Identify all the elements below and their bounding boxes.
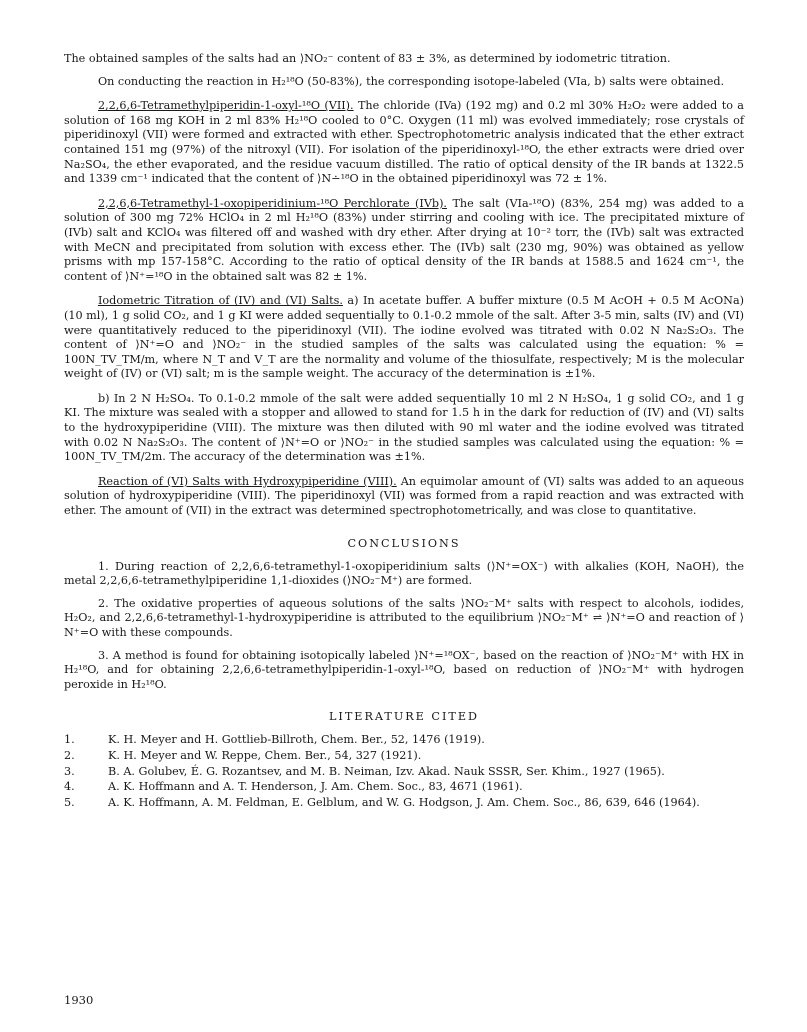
reference-text: B. A. Golubev, É. G. Rozantsev, and M. B. Neiman, Izv. Akad. Nauk SSSR, Ser. Khim., 1927 (1965). [108,764,665,778]
reference-number: 4. [64,780,75,794]
section-heading: Reaction of (VI) Salts with Hydroxypiperidine (VIII). [98,474,397,488]
paragraph [64,294,744,382]
paragraph [64,75,744,90]
page-body [64,52,744,811]
paragraph [64,392,744,465]
reference-number: 3. [64,764,75,778]
reference-item [64,733,744,748]
paragraph [64,99,744,187]
reference-list [64,733,744,810]
reference-number: 5. [64,795,75,809]
section-heading: Iodometric Titration of (IV) and (VI) Salts. [98,294,343,308]
paragraph [64,475,744,519]
paragraph-text: An equimolar amount of (VI) salts was added to an aqueous solution of hydroxypiperidine (VIII). The piperidinoxyl (VII) was formed from a rapid reaction and was extracted with ether. The amount of (VII) in the extract was determined spectrophotometrically, and was close to quantitative. [64,474,744,518]
paragraph-text: b) In 2 N H₂SO₄. To 0.1-0.2 mmole of the salt were added sequentially 10 ml 2 N H₂SO₄, 1 g solid CO₂, and 1 g KI. The mixture was sealed with a stopper and allowed to stand for 1.5 h in the dark for reduction of (IV) and (VI) salts to the hydroxypiperidine (VIII). The mixture was then diluted with 90 ml water and the iodine evolved was titrated with 0.02 N Na₂S₂O₃. The content of ⟩N⁺=O or ⟩NO₂⁻ in the studied samples was calculated using the equation: % = 100N_TV_TM/2m. The accuracy of the determination was ±1%. [64,391,744,464]
paragraph-text: The chloride (IVa) (192 mg) and 0.2 ml 30% H₂O₂ were added to a solution of 168 mg KOH in 2 ml 83% H₂¹⁸O cooled to 0°C. Oxygen (11 ml) was evolved immediately; rose crystals of piperidinoxyl (VII) were formed and extracted with ether. Spectrophotometric analysis indicated that the ether extract contained 151 mg (97%) of the nitroxyl (VII). For isolation of the piperidinoxyl-¹⁸O, the ether extracts were dried over Na₂SO₄, the ether evaporated, and the residue vacuum distilled. The ratio of optical density of the IR bands at 1322.5 and 1339 cm⁻¹ indicated that the content of ⟩N∸¹⁸O in the obtained piperidinoxyl was 72 ± 1%. [64,99,744,186]
paragraph-text: The obtained samples of the salts had an ⟩NO₂⁻ content of 83 ± 3%, as determined by iodometric titration. [64,52,671,65]
reference-text: K. H. Meyer and H. Gottlieb-Billroth, Chem. Ber., 52, 1476 (1919). [108,733,485,747]
conclusion-item: 1. During reaction of 2,2,6,6-tetramethyl-1-oxopiperidinium salts (⟩N⁺=OX⁻) with alkalies (KOH, NaOH), the metal 2,2,6,6-tetramethylpiperidine 1,1-dioxides (⟩NO₂⁻M⁺) are formed. [64,559,744,588]
reference-item [64,796,744,811]
conclusions-list [64,560,744,693]
reference-item [64,749,744,764]
section-heading: 2,2,6,6-Tetramethylpiperidin-1-oxyl-¹⁸O (VII). [98,99,354,113]
literature-heading: LITERATURE CITED [329,710,479,724]
conclusion-item: 2. The oxidative properties of aqueous solutions of the salts ⟩NO₂⁻M⁺ salts with respect to alcohols, iodides, H₂O₂, and 2,2,6,6-tetramethyl-1-hydroxypiperidine is attributed to the equilibrium ⟩NO₂⁻M⁺ ⇌ ⟩N⁺=O and reaction of ⟩N⁺=O with these compounds. [64,596,744,639]
reference-text: K. H. Meyer and W. Reppe, Chem. Ber., 54, 327 (1921). [108,748,422,762]
page-number: 1930 [64,993,94,1007]
reference-number: 2. [64,748,75,762]
section-heading: 2,2,6,6-Tetramethyl-1-oxopiperidinium-¹⁸O Perchlorate (IVb). [98,196,447,210]
paragraph [64,52,744,67]
paragraph-text: The salt (VIa-¹⁸O) (83%, 254 mg) was added to a solution of 300 mg 72% HClO₄ in 2 ml H₂¹⁸O (83%) under stirring and cooling with ice. The precipitated mixture of (IVb) salt and KClO₄ was filtered off and washed with dry ether. After drying at 10⁻² torr, the (IVb) salt was extracted with MeCN and precipitated from solution with excess ether. The (IVb) salt (230 mg, 90%) was obtained as yellow prisms with mp 157-158°C. According to the ratio of optical density of the IR bands at 1588.5 and 1624 cm⁻¹, the content of ⟩N⁺=¹⁸O in the obtained salt was 82 ± 1%. [64,196,744,283]
reference-number: 1. [64,733,75,747]
conclusions-heading: CONCLUSIONS [347,536,461,550]
conclusion-item: 3. A method is found for obtaining isotopically labeled ⟩N⁺=¹⁸OX⁻, based on the reaction of ⟩NO₂⁻M⁺ with HX in H₂¹⁸O, and for obtaining 2,2,6,6-tetramethylpiperidin-1-oxyl-¹⁸O, based on reduction of ⟩NO₂⁻M⁺ with hydrogen peroxide in H₂¹⁸O. [64,648,744,691]
reference-item [64,780,744,795]
paragraph-text: a) In acetate buffer. A buffer mixture (0.5 M AcOH + 0.5 M AcONa) (10 ml), 1 g solid CO₂, and 1 g KI were added sequentially to 0.1-0.2 mmole of the salt. After 3-5 min, salts (IV) and (VI) were quantitatively reduced to the piperidinoxyl (VII). The iodine evolved was titrated with 0.02 N Na₂S₂O₃. The content of ⟩N⁺=O and ⟩NO₂⁻ in the studied samples of the salts was calculated using the equation: % = 100N_TV_TM/m, where N_T and V_T are the normality and volume of the thiosulfate, respectively; M is the molecular weight of (IV) or (VI) salt; m is the sample weight. The accuracy of the determination is ±1%. [64,294,744,381]
paragraph [64,197,744,285]
reference-text: A. K. Hoffmann, A. M. Feldman, E. Gelblum, and W. G. Hodgson, J. Am. Chem. Soc., 86, 639, 646 (1964). [108,795,700,809]
experimental-section [64,52,744,519]
reference-text: A. K. Hoffmann and A. T. Henderson, J. Am. Chem. Soc., 83, 4671 (1961). [108,780,523,794]
paragraph-text: On conducting the reaction in H₂¹⁸O (50-83%), the corresponding isotope-labeled (VIa, b) salts were obtained. [98,74,725,88]
reference-item [64,765,744,780]
